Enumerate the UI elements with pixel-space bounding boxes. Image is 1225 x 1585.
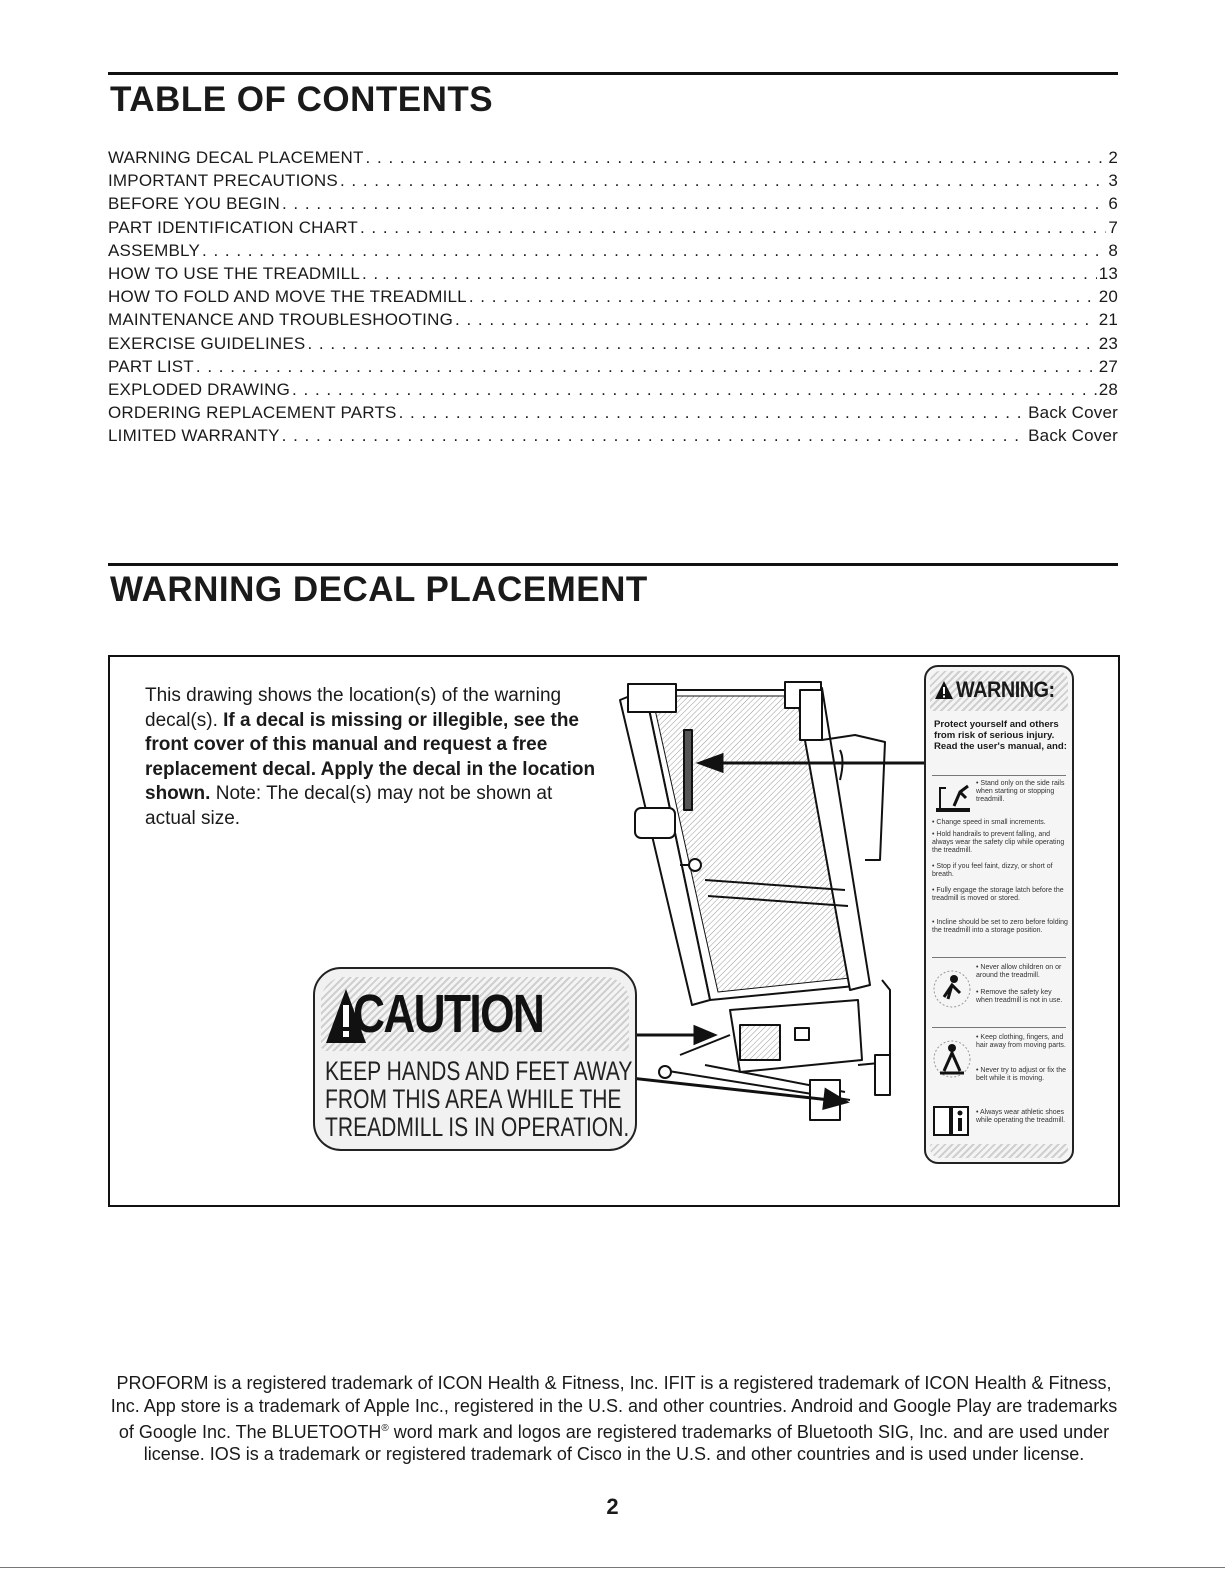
moving-parts-icon <box>932 1037 972 1081</box>
toc-entry-page: 2 <box>1108 148 1118 167</box>
toc-entry-page: Back Cover <box>1028 426 1118 446</box>
caution-decal <box>313 967 637 1151</box>
toc-entry-page: 6 <box>1108 194 1118 214</box>
toc-entry-label: PART LIST <box>108 356 194 376</box>
warning-decal: WARNING: Protect yourself and others from risk of serious injury. Read the user's manual, and: • Stand only on the side rails when starting or stopping treadmill. • Change speed in small increments. • Hold handrails to prevent falling, and always wear the safety clip while operating the treadmill. • Stop if you feel faint, dizzy, or short of breath. • Fully engage the storage latch before the treadmill is moved or stored. • Incline should be set to zero before folding the treadmill into a storage position. • Never allow children on or around the treadmill. • Remove the safety key when treadmill is not in use. • Keep clothing, fingers, and hair away from moving parts. • Never try to adjust or fix the belt while it is moving. • Always wear athletic shoes while operating the treadmill. <box>924 665 1074 1164</box>
toc-entry-page: 8 <box>1108 240 1118 260</box>
section-title: WARNING DECAL PLACEMENT <box>110 570 648 609</box>
toc-entry-label: EXPLODED DRAWING <box>108 379 291 399</box>
toc-entry[interactable] <box>108 264 1118 287</box>
toc-entry-label: LIMITED WARRANTY <box>108 426 280 446</box>
toc-entry[interactable] <box>108 148 1118 171</box>
toc-entry-page: 20 <box>1098 287 1118 307</box>
toc-entry[interactable] <box>108 310 1118 333</box>
toc-entry-label: MAINTENANCE AND TROUBLESHOOTING <box>108 310 453 330</box>
toc-entry-page: 28 <box>1098 379 1118 399</box>
trademark-footer: PROFORM is a registered trademark of ICON Health & Fitness, Inc. IFIT is a registered trademark of ICON Health & Fitness, Inc. App store is a trademark of Apple Inc., registered in the U.S. and other countries. Android and Google Play are trademarks of Google Inc. The BLUETOOTH® word mark and logos are registered trademarks of Bluetooth SIG, Inc. and are used under license. IOS is a trademark or registered trademark of Cisco in the U.S. and other countries and is used under license. <box>110 1373 1118 1465</box>
toc-title: TABLE OF CONTENTS <box>110 80 494 119</box>
toc-entry[interactable] <box>108 380 1118 403</box>
toc-entry-label: BEFORE YOU BEGIN <box>108 194 280 214</box>
toc-list <box>108 148 1118 449</box>
toc-entry-label: HOW TO FOLD AND MOVE THE TREADMILL <box>108 287 467 307</box>
toc-entry[interactable] <box>108 287 1118 310</box>
toc-entry-label: ASSEMBLY <box>108 240 200 260</box>
warning-intro: Protect yourself and others from risk of serious injury. Read the user's manual, and: <box>934 719 1067 752</box>
toc-entry-page: 7 <box>1108 217 1118 237</box>
toc-entry-page: Back Cover <box>1028 403 1118 423</box>
toc-entry[interactable] <box>108 334 1118 357</box>
toc-entry-label: HOW TO USE THE TREADMILL <box>108 263 360 283</box>
toc-entry-label: IMPORTANT PRECAUTIONS <box>108 171 338 191</box>
caution-heading: CAUTION <box>353 984 544 1044</box>
stand-on-rails-icon <box>934 782 972 814</box>
toc-entry[interactable] <box>108 218 1118 241</box>
warning-triangle-icon <box>934 680 954 700</box>
toc-entry-page: 3 <box>1108 171 1118 191</box>
manual-info-icon <box>932 1105 972 1139</box>
toc-entry-page: 13 <box>1098 263 1118 283</box>
toc-entry-label: ORDERING REPLACEMENT PARTS <box>108 403 397 423</box>
child-icon <box>932 967 972 1011</box>
toc-entry[interactable] <box>108 241 1118 264</box>
toc-entry-label: WARNING DECAL PLACEMENT <box>108 148 364 167</box>
top-rule <box>108 72 1118 75</box>
toc-entry-page: 23 <box>1098 333 1118 353</box>
decal-intro-bold: If a decal is missing or illegible, see the front cover of this manual and request a free replacement decal. Apply the decal in the location shown. <box>145 709 596 804</box>
page-number: 2 <box>606 1494 619 1519</box>
toc-entry[interactable] <box>108 194 1118 217</box>
warning-heading: WARNING: <box>956 677 1055 702</box>
toc-entry-page: 21 <box>1098 310 1118 330</box>
toc-entry[interactable] <box>108 357 1118 380</box>
toc-entry[interactable] <box>108 403 1118 426</box>
toc-entry-label: PART IDENTIFICATION CHART <box>108 217 358 237</box>
section-rule <box>108 563 1118 566</box>
toc-entry-page: 27 <box>1098 356 1118 376</box>
decal-intro-text: This drawing shows the location(s) of the warning decal(s). If a decal is missing or illegible, see the front cover of this manual and request a free replacement decal. Apply the decal in the location shown. Note: The decal(s) may not be shown at actual size. <box>145 685 596 829</box>
toc-entry[interactable] <box>108 426 1118 449</box>
treadmill-illustration <box>600 660 930 1160</box>
caution-text: KEEP HANDS AND FEET AWAY FROM THIS AREA WHILE THE TREADMILL IS IN OPERATION. <box>325 1056 633 1142</box>
bottom-edge-line <box>0 1567 1225 1568</box>
toc-entry-label: EXERCISE GUIDELINES <box>108 333 306 353</box>
toc-entry[interactable] <box>108 171 1118 194</box>
